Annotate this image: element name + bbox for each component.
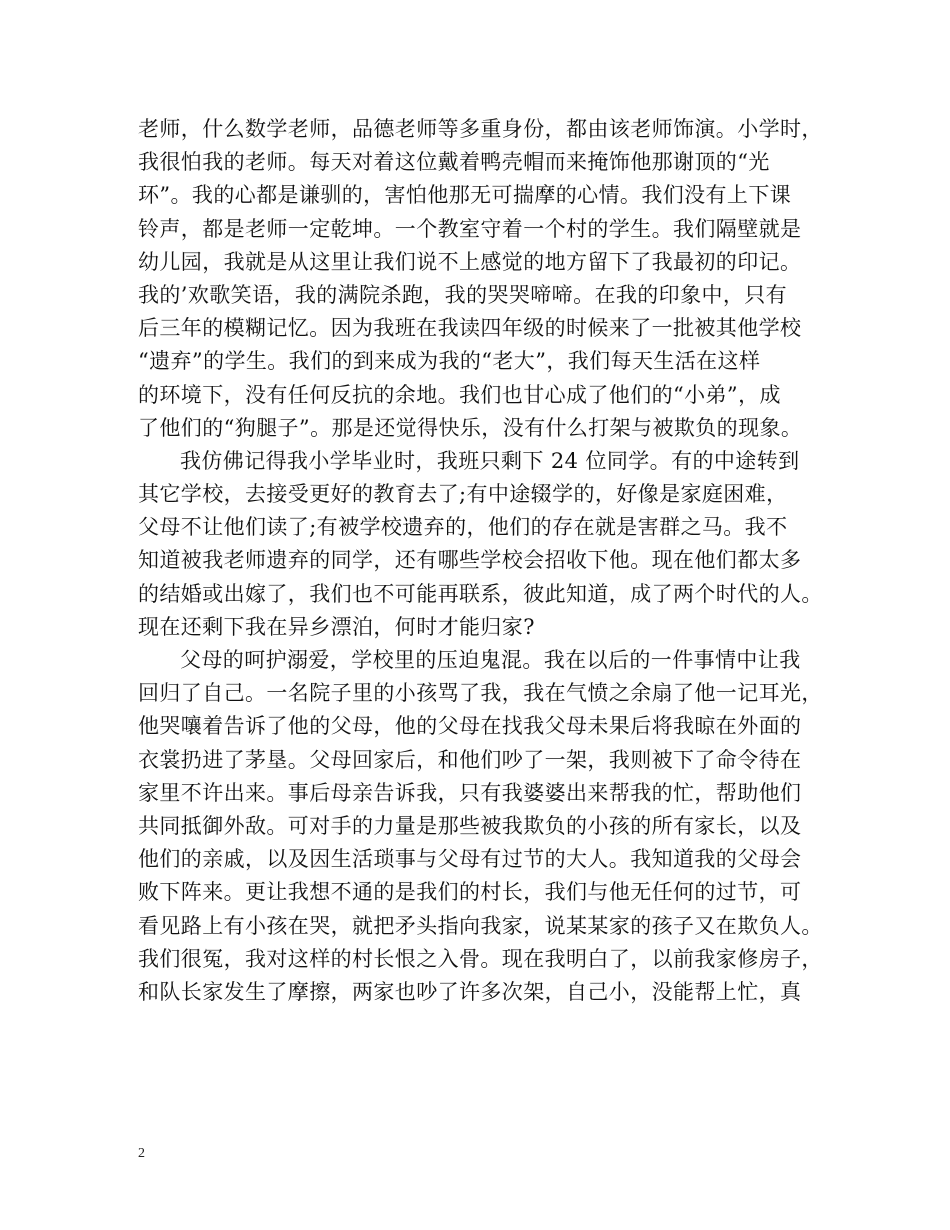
text-line: 我们很冤，我对这样的村长恨之入骨。现在我明白了，以前我家修房子， [138, 946, 823, 971]
text-line: 共同抵御外敌。可对手的力量是那些被我欺负的小孩的所有家长，以及 [138, 813, 802, 838]
text-line: 家里不许出来。事后母亲告诉我，只有我婆婆出来帮我的忙，帮助他们 [138, 780, 802, 805]
text-line: 回归了自己。一名院子里的小孩骂了我，我在气愤之余扇了他一记耳光， [138, 681, 823, 706]
text-line: 老师，什么数学老师，品德老师等多重身份，都由该老师饰演。小学时， [138, 117, 823, 141]
text-line: 幼儿园，我就是从这里让我们说不上感觉的地方留下了我最初的印记。 [138, 249, 802, 274]
text-line: “遗弃”的学生。我们的到来成为我的“老大”，我们每天生活在这样 [138, 349, 761, 374]
text-line: 现在还剩下我在异乡漂泊，何时才能归家? [138, 614, 535, 639]
paragraph-first-line: 父母的呵护溺爱，学校里的压迫鬼混。我在以后的一件事情中让我 [180, 648, 801, 672]
text-line: 败下阵来。更让我想不通的是我们的村长，我们与他无任何的过节，可 [138, 880, 802, 905]
text-line: 衣裳扔进了茅垦。父母回家后，和他们吵了一架，我则被下了命令待在 [138, 747, 802, 772]
body-text [138, 113, 828, 1009]
text-line: 父母不让他们读了;有被学校遗弃的，他们的存在就是害群之马。我不 [138, 515, 788, 540]
text-line: 他哭嚷着告诉了他的父母，他的父母在找我父母未果后将我晾在外面的 [138, 714, 802, 739]
text-line: 其它学校，去接受更好的教育去了;有中途辍学的，好像是家庭困难， [138, 482, 788, 507]
paragraph-first-line: 我仿佛记得我小学毕业时，我班只剩下 24 位同学。有的中途转到 [180, 448, 800, 473]
text-line: 环”。我的心都是谦驯的，害怕他那无可揣摩的心情。我们没有上下课 [138, 183, 792, 208]
text-line: 他们的亲戚，以及因生活琐事与父母有过节的大人。我知道我的父母会 [138, 847, 802, 872]
text-line: 知道被我老师遗弃的同学，还有哪些学校会招收下他。现在他们都太多 [138, 548, 802, 573]
text-line: 和队长家发生了摩擦，两家也吵了许多次架，自己小，没能帮上忙，真 [138, 979, 802, 1004]
page-number: 2 [138, 1146, 145, 1161]
text-line: 的结婚或出嫁了，我们也不可能再联系，彼此知道，成了两个时代的人。 [138, 581, 823, 606]
text-line: 后三年的模糊记忆。因为我班在我读四年级的时候来了一批被其他学校 [138, 316, 802, 341]
text-line: 我的’欢歌笑语，我的满院杀跑，我的哭哭啼啼。在我的印象中，只有 [138, 282, 788, 307]
text-line: 的环境下，没有任何反抗的余地。我们也甘心成了他们的“小弟”，成 [138, 382, 781, 407]
text-line: 了他们的“狗腿子”。那是还觉得快乐，没有什么打架与被欺负的现象。 [138, 415, 803, 440]
text-line: 看见路上有小孩在哭，就把矛头指向我家，说某某家的孩子又在欺负人。 [138, 913, 823, 938]
text-line: 铃声，都是老师一定乾坤。一个教室守着一个村的学生。我们隔壁就是 [138, 216, 802, 241]
text-line: 我很怕我的老师。每天对着这位戴着鸭壳帽而来掩饰他那谢顶的“光 [138, 150, 770, 175]
